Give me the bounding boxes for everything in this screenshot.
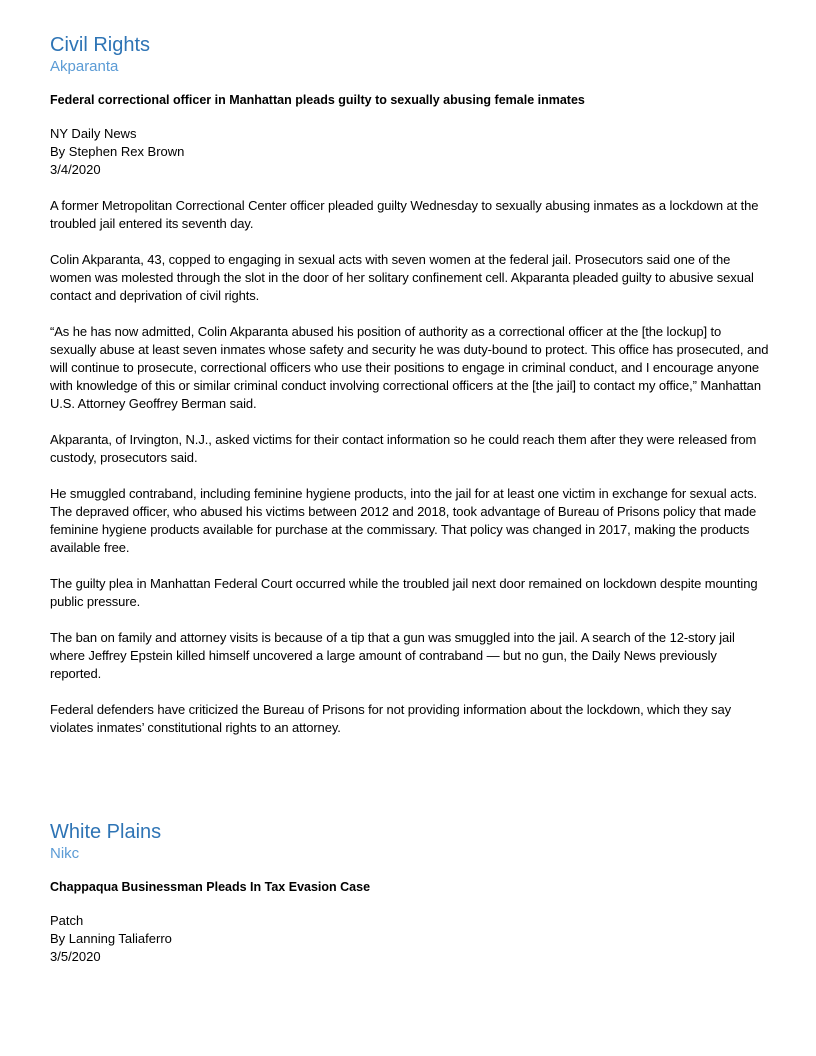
article-white-plains — [50, 820, 770, 984]
article-source: NY Daily News — [50, 126, 137, 141]
article-paragraph: A former Metropolitan Correctional Center officer pleaded guilty Wednesday to sexually abusing inmates as a lockdown at the troubled jail entered its seventh day. — [50, 198, 759, 231]
article-headline: Federal correctional officer in Manhattan pleads guilty to sexually abusing female inmates — [50, 93, 585, 107]
article-headline: Chappaqua Businessman Pleads In Tax Evasion Case — [50, 880, 371, 894]
section-title: Civil Rights — [50, 34, 151, 56]
article-paragraph: He smuggled contraband, including feminine hygiene products, into the jail for at least one victim in exchange for sexual acts. The depraved officer, who abused his victims between 2012 and 2018, took advantage of Bureau of Prisons policy that made feminine hygiene products available for purchase at the commissary. That policy was changed in 2017, making the products available free. — [50, 486, 758, 555]
article-date: 3/4/2020 — [50, 162, 101, 177]
article-paragraph: Akparanta, of Irvington, N.J., asked victims for their contact information so he could reach them after they were released from custody, prosecutors said. — [50, 432, 757, 465]
article-civil-rights — [50, 33, 770, 755]
article-meta — [50, 912, 770, 966]
article-meta — [50, 125, 770, 179]
article-date: 3/5/2020 — [50, 949, 101, 964]
section-subtitle: Nikc — [50, 845, 80, 862]
article-source: Patch — [50, 913, 84, 928]
section-subtitle: Akparanta — [50, 58, 119, 75]
article-byline: By Stephen Rex Brown — [50, 144, 185, 159]
section-title: White Plains — [50, 821, 162, 843]
article-paragraph: The guilty plea in Manhattan Federal Court occurred while the troubled jail next door remained on lockdown despite mounting public pressure. — [50, 576, 758, 609]
article-paragraph: The ban on family and attorney visits is because of a tip that a gun was smuggled into the jail. A search of the 12-story jail where Jeffrey Epstein killed himself uncovered a large amount of contraband — but no gun, the Daily News previously reported. — [50, 630, 735, 681]
article-paragraph: Federal defenders have criticized the Bureau of Prisons for not providing information about the lockdown, which they say violates inmates’ constitutional rights to an attorney. — [50, 702, 731, 735]
article-paragraph: “As he has now admitted, Colin Akparanta abused his position of authority as a correctional officer at the [the lockup] to sexually abuse at least seven inmates whose safety and security he was duty-bound to protect. This office has prosecuted, and will continue to prosecute, correctional officers who use their positions to engage in criminal conduct, and I encourage anyone with knowledge of this or similar criminal conduct involving correctional officers at the [the jail] to contact my office,” Manhattan U.S. Attorney Geoffrey Berman said. — [50, 324, 769, 411]
article-byline: By Lanning Taliaferro — [50, 931, 172, 946]
article-paragraph: Colin Akparanta, 43, copped to engaging in sexual acts with seven women at the federal jail. Prosecutors said one of the women was molested through the slot in the door of her solitary confinement cell. Akparanta pleaded guilty to abusive sexual contact and deprivation of civil rights. — [50, 252, 754, 303]
